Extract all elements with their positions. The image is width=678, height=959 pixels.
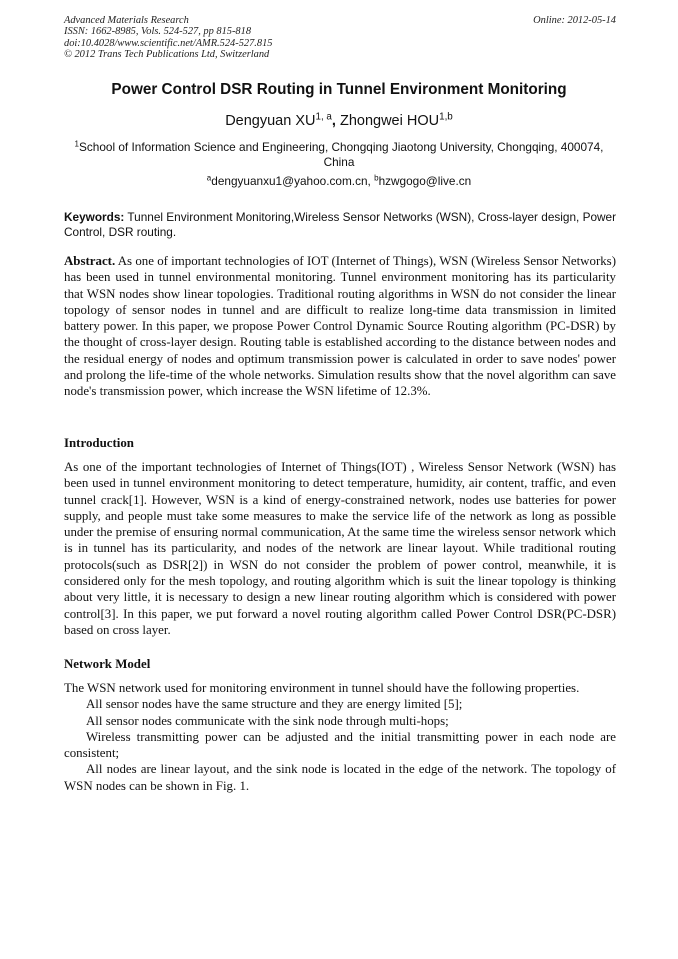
issn-line: ISSN: 1662-8985, Vols. 524-527, pp 815-818 bbox=[64, 26, 252, 38]
email-address: hzwgogo@live.cn bbox=[378, 174, 472, 188]
network-model-property: All nodes are linear layout, and the sink node is located in the edge of the network. The topology of WSN nodes can be shown in Fig. 1. bbox=[64, 762, 616, 793]
keywords-text: Tunnel Environment Monitoring,Wireless Sensor Networks (WSN), Cross-layer design, Power Control, DSR routing. bbox=[64, 210, 617, 239]
affiliation-text: School of Information Science and Engineering, Chongqing Jiaotong University, Chongqing, 400074, China bbox=[79, 140, 604, 169]
email-superscript: b bbox=[374, 173, 379, 183]
journal-header bbox=[64, 15, 616, 61]
keywords bbox=[64, 210, 616, 240]
network-model-heading: Network Model bbox=[64, 657, 151, 671]
introduction-paragraph: As one of the important technologies of Internet of Things(IOT) , Wireless Sensor Network (WSN) has been used in tunnel environment monitoring to detect temperature, humidity, air content, traffic, and even tunnel crack[1]. However, WSN is a kind of energy-constrained network, nodes use batteries for power supply, and people must take some measures to make the service life of the network as long as possible under the premise of ensuring normal communication, At the same time the wireless sensor network which is in tunnel has its particularity, and nodes of the network are linear layout. While traditional routing protocols(such as DSR[2]) in WSN do not consider the problem of power control, meanwhile, it is considered only for the mesh topology, and routing algorithm which is suit the linear topology is thinking about very little, it is necessary to design a new linear routing algorithm which is considered with power control[3]. In this paper, we put forward a novel routing algorithm called Power Control DSR(PC-DSR) based on cross layer. bbox=[64, 460, 616, 637]
network-model-property: All sensor nodes communicate with the sink node through multi-hops; bbox=[86, 713, 449, 728]
email-superscript: a bbox=[206, 173, 212, 183]
author-name: Zhongwei HOU bbox=[339, 113, 440, 129]
email-separator: , bbox=[367, 174, 375, 188]
online-date: Online: 2012-05-14 bbox=[533, 15, 616, 26]
paper-title: Power Control DSR Routing in Tunnel Environment Monitoring bbox=[111, 81, 567, 98]
abstract-label: Abstract. bbox=[64, 254, 116, 268]
journal-name: Advanced Materials Research bbox=[64, 15, 189, 26]
abstract-text: As one of important technologies of IOT (Internet of Things), WSN (Wireless Sensor Networks) has been used in tunnel environmental monitoring. Tunnel environment monitoring has its particularity that WSN nodes show linear topologies. Traditional routing algorithms in WSN do not consider the linear topology of sensor nodes in tunnel and are difficult to realize long-time data transmission in limited battery power. In this paper, we propose Power Control Dynamic Source Routing algorithm (PC-DSR) by the thought of cross-layer design. Routing table is established according to the distance between nodes and the residual energy of nodes and optimum transmission power is calculated in order to save nodes' power and prolong the life-time of the whole networks. Simulation results show that the novel algorithm can save node's transmission power, which increase the WSN lifetime of 12.3%. bbox=[64, 254, 616, 399]
author-name: Dengyuan XU bbox=[225, 113, 316, 129]
author-emails bbox=[0, 174, 678, 188]
email-address: dengyuanxu1@yahoo.com.cn bbox=[211, 174, 368, 188]
network-model-paragraph: The WSN network used for monitoring environment in tunnel should have the following properties. bbox=[64, 681, 580, 695]
affiliation bbox=[74, 140, 604, 170]
keywords-label: Keywords: bbox=[64, 210, 125, 224]
network-model-property: All sensor nodes have the same structure and they are energy limited [5]; bbox=[86, 697, 463, 712]
author-list bbox=[0, 113, 678, 129]
network-model-property: Wireless transmitting power can be adjusted and the initial transmitting power in each node are consistent; bbox=[64, 729, 616, 761]
network-model-body bbox=[64, 680, 616, 794]
introduction-heading: Introduction bbox=[64, 436, 134, 450]
doi-line: doi:10.4028/www.scientific.net/AMR.524-527.815 bbox=[64, 37, 273, 49]
affiliation-superscript: 1 bbox=[74, 139, 80, 149]
abstract bbox=[64, 253, 616, 400]
copyright-line: © 2012 Trans Tech Publications Ltd, Switzerland bbox=[64, 49, 270, 61]
author-superscript: 1, a bbox=[315, 111, 332, 123]
author-separator: , bbox=[331, 113, 340, 129]
author-superscript: 1,b bbox=[439, 111, 453, 123]
